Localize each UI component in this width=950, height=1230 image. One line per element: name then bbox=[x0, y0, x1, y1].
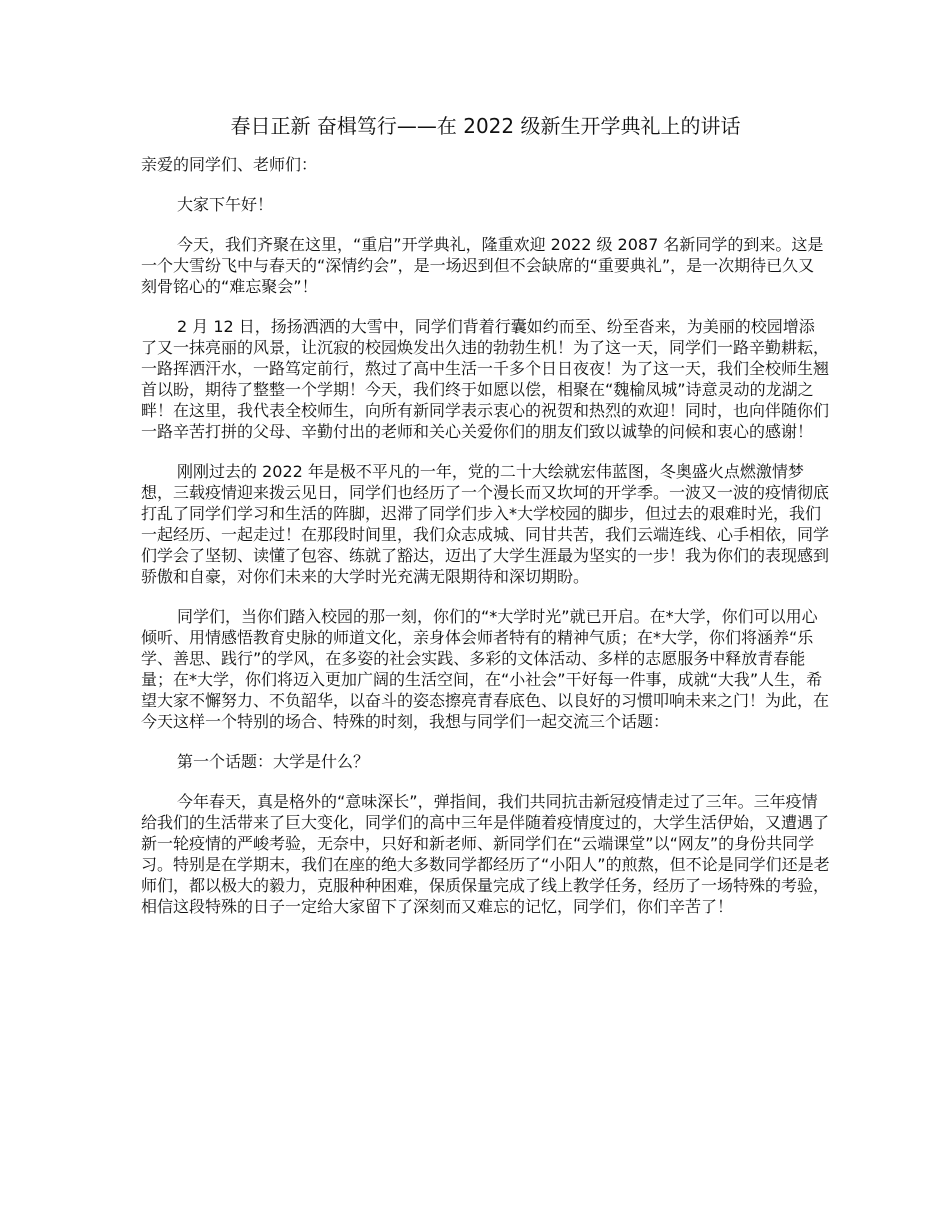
salutation: 亲爱的同学们、老师们： bbox=[141, 155, 318, 174]
paragraph-arrival: 2 月 12 日，扬扬洒洒的大雪中，同学们背着行囊如约而至、纷至沓来，为美丽的校园增添了又一抹亮丽的风景，让沉寂的校园焕发出久违的勃勃生机！为了这一天，同学们一路辛勤耕耘，一路挥洒汗水，一路笃定前行，熬过了高中生活一千多个日日夜夜！为了这一天，我们全校师生翘首以盼，期待了整整一个学期！今天，我们终于如愿以偿，相聚在“魏榆凤城”诗意灵动的龙湖之畔！在这里，我代表全校师生，向所有新同学表示衷心的祝贺和热烈的欢迎！同时，也向伴随你们一路辛苦打拼的父母、辛勤付出的老师和关心关爱你们的朋友们致以诚挚的问候和衷心的感谢！ bbox=[141, 317, 830, 441]
document-page bbox=[141, 110, 830, 936]
paragraph-topic-one: 第一个话题：大学是什么？ bbox=[177, 752, 370, 771]
paragraph-welcome: 今天，我们齐聚在这里，“重启”开学典礼，隆重欢迎 2022 级 2087 名新同学的到来。这是一个大雪纷飞中与春天的“深情约会”，是一场迟到但不会缺席的“重要典礼”，是一次期待已久又刻骨铭心的“难忘聚会”！ bbox=[141, 235, 824, 296]
paragraph-greeting: 大家下午好！ bbox=[177, 195, 274, 214]
paragraph-past-year: 刚刚过去的 2022 年是极不平凡的一年，党的二十大绘就宏伟蓝图，冬奥盛火点燃激情梦想，三载疫情迎来拨云见日，同学们也经历了一个漫长而又坎坷的开学季。一波又一波的疫情彻底打乱了同学们学习和生活的阵脚，迟滞了同学们步入*大学校园的脚步，但过去的艰难时光，我们一起经历、一起走过！在那段时间里，我们众志成城、同甘共苦，我们云端连线、心手相依，同学们学会了坚韧、读懂了包容、练就了豁达，迈出了大学生涯最为坚实的一步！我为你们的表现感到骄傲和自豪，对你们未来的大学时光充满无限期待和深切期盼。 bbox=[141, 462, 830, 586]
paragraph-spring: 今年春天，真是格外的“意味深长”，弹指间，我们共同抗击新冠疫情走过了三年。三年疫情给我们的生活带来了巨大变化，同学们的高中三年是伴随着疫情度过的，大学生活伊始，又遭遇了新一轮疫情的严峻考验，无奈中，只好和新老师、新同学们在“云端课堂”以“网友”的身份共同学习。特别是在学期末，我们在座的绝大多数同学都经历了“小阳人”的煎熬，但不论是同学们还是老师们，都以极大的毅力，克服种种困难，保质保量完成了线上教学任务，经历了一场特殊的考验，相信这段特殊的日子一定给大家留下了深刻而又难忘的记忆，同学们，你们辛苦了！ bbox=[141, 792, 830, 916]
paragraph-university-time: 同学们，当你们踏入校园的那一刻，你们的“*大学时光”就已开启。在*大学，你们可以用心倾听、用情感悟教育史脉的师道文化，亲身体会师者特有的精神气质；在*大学，你们将涵养“乐学、善思、践行”的学风，在多姿的社会实践、多彩的文体活动、多样的志愿服务中释放青春能量；在*大学，你们将迈入更加广阔的生活空间，在“小社会”干好每一件事，成就“大我”人生，希望大家不懈努力、不负韶华，以奋斗的姿态擦亮青春底色、以良好的习惯叩响未来之门！为此，在今天这样一个特别的场合、特殊的时刻，我想与同学们一起交流三个话题： bbox=[141, 607, 830, 731]
document-title: 春日正新 奋楫笃行——在 2022 级新生开学典礼上的讲话 bbox=[230, 114, 741, 138]
